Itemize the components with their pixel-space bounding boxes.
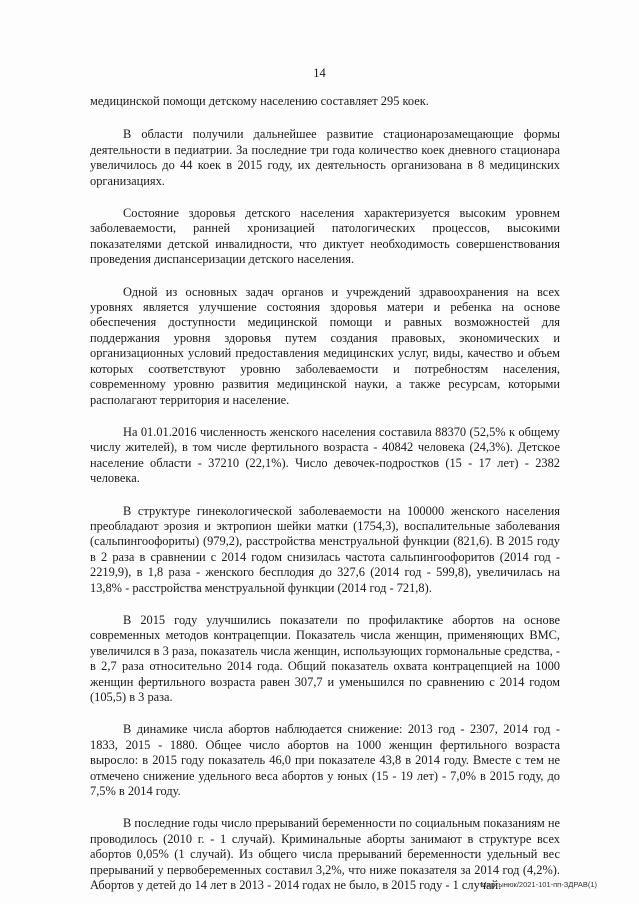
- paragraph-hospital-forms: В области получили дальнейшее развитие стационарозамещающие формы деятельности в педиатрии. За последние три года количество коек дневного стационара увеличилось до 44 коек в 2015 году, их деятельность организована в 8 медицинских организациях.: [90, 127, 560, 188]
- paragraph-main-tasks: Одной из основных задач органов и учреждений здравоохранения на всех уровнях является улучшение состояния здоровья матери и ребенка на основе обеспечения доступности медицинской помощи и равных возможностей для поддержания уровня здоровья путем создания правовых, экономических и организационных условий предоставления медицинских услуг, виды, качество и объем которых соответствуют уровню заболеваемости и потребностям населения, современному уровню развития медицинской науки, а также ресурсам, которыми располагают территория и население.: [90, 284, 560, 407]
- paragraph-pregnancy-terminations: В последние годы число прерываний беременности по социальным показаниям не проводилось (2010 г. - 1 случай). Криминальные аборты занимают в структуре всех абортов 0,05% (1 случай). Из общего числа прерываний беременности удельный вес прерываний у первобеременных составил 3,2%, что ниже показателя за 2014 год (4,2%). Абортов у детей до 14 лет в 2013 - 2014 годах не было, в 2015 году - 1 случай.: [90, 816, 560, 893]
- paragraph-child-health: Состояние здоровья детского населения характеризуется высоким уровнем заболеваемости, ранней хронизацией патологических процессов, высокими показателями детской инвалидности, что диктует необходимость совершенствования проведения диспансеризации детского населения.: [90, 206, 560, 267]
- paragraph-continuation: медицинской помощи детскому населению составляет 295 коек.: [90, 94, 429, 108]
- paragraph-female-population: На 01.01.2016 численность женского населения составила 88370 (52,5% к общему числу жителей), в том числе фертильного возраста - 40842 человека (24,3%). Детское население области - 37210 (22,1%). Число девочек-подростков (15 - 17 лет) - 2382 человека.: [90, 424, 560, 486]
- footer-reference: Мартынюк/2021-101-пп-ЗДРАВ(1): [480, 880, 597, 889]
- page-number: 14: [313, 66, 326, 80]
- paragraph-abortion-prevention: В 2015 году улучшились показатели по профилактике абортов на основе современных методов контрацепции. Показатель числа женщин, применяющих ВМС, увеличился в 3 раза, показатель числа женщин, использующих гормональные средства, - в 2,7 раза относительно 2014 года. Общий показатель охвата контрацепцией на 1000 женщин фертильного возраста равен 307,7 и уменьшился по сравнению с 2014 годом (105,5) в 3 раза.: [90, 612, 560, 704]
- document-body: [90, 94, 560, 910]
- paragraph-gynecological-morbidity: В структуре гинекологической заболеваемости на 100000 женского населения преобладают эрозия и эктропион шейки матки (1754,3), воспалительные заболевания (сальпингоофориты) (979,2), расстройства менструальной функции (821,6). В 2015 году в 2 раза в сравнении с 2014 годом снизилась частота сальпингоофоритов (2014 год - 2219,9), в 1,8 раза - женского бесплодия до 327,6 (2014 год - 599,8), увеличилась на 13,8% - расстройства менструальной функции (2014 год - 721,8).: [90, 503, 560, 595]
- paragraph-abortion-dynamics: В динамике числа абортов наблюдается снижение: 2013 год - 2307, 2014 год - 1833, 2015 - 1880. Общее число абортов на 1000 женщин фертильного возраста выросло: в 2015 году показатель 46,0 при показателе 43,8 в 2014 году. Вместе с тем не отмечено снижение удельного веса абортов у юных (15 - 19 лет) - 7,0% в 2015 году, до 7,5% в 2014 году.: [90, 722, 560, 799]
